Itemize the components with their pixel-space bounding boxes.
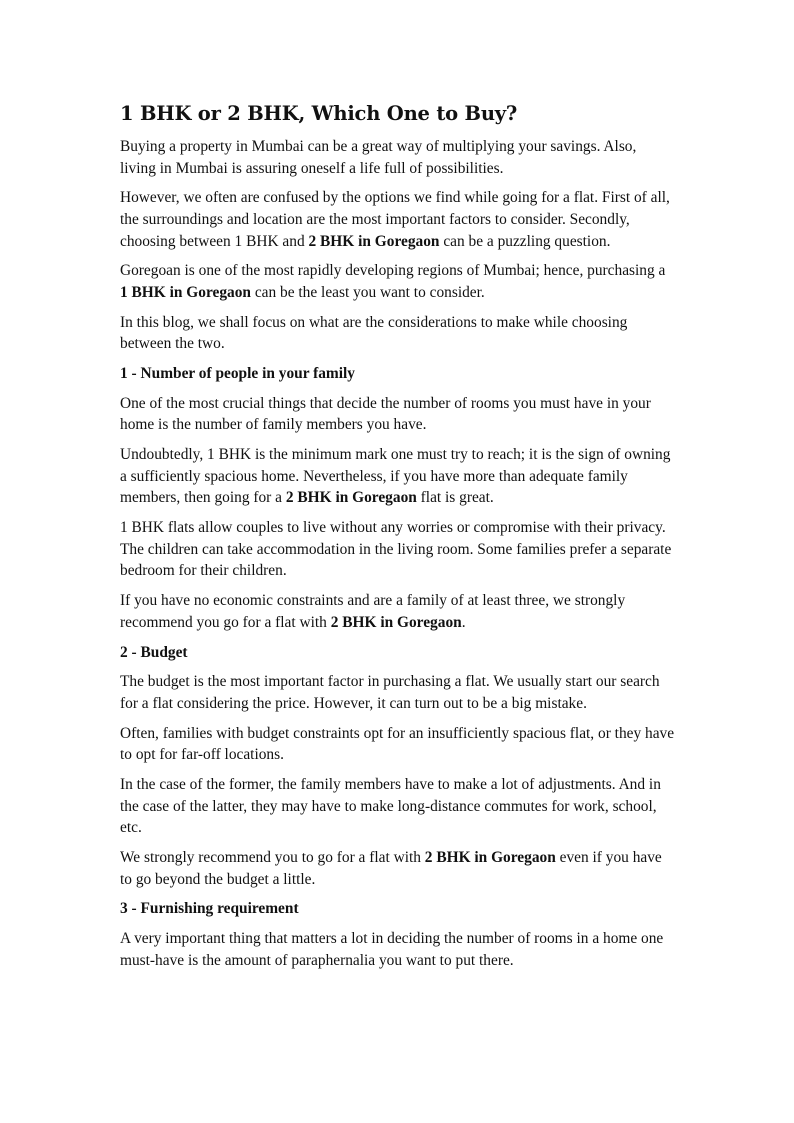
text: If you have no economic constraints and are a family of at least three, we strongly recommend you go for a flat with [120, 592, 626, 631]
paragraph-intro: Buying a property in Mumbai can be a great way of multiplying your savings. Also, living in Mumbai is assuring oneself a life full of possibilities. [120, 138, 637, 177]
paragraph-family-members: One of the most crucial things that decide the number of rooms you must have in your home is the number of family members you have. [120, 394, 651, 434]
text: flat is great. [416, 489, 494, 507]
paragraph-couples: 1 BHK flats allow couples to live without any worries or compromise with their privacy. The children can take accommodation in the living room. Some families prefer a separate bedroom for their children. [120, 519, 672, 580]
bold-keyword: 2 BHK in Goregaon [308, 232, 440, 250]
text: Undoubtedly, 1 BHK is the minimum mark one must try to reach; it is the sign of owning a sufficiently spacious home. Nevertheless, if you have more than adequate family members, then going for a [120, 446, 671, 507]
text: can be a puzzling question. [439, 232, 611, 250]
section-heading-furnishing: 3 - Furnishing requirement [120, 900, 299, 918]
text: Goregoan is one of the most rapidly developing regions of Mumbai; hence, purchasing a [120, 262, 666, 280]
bold-keyword: 2 BHK in Goregaon [285, 489, 417, 507]
paragraph-former-latter: In the case of the former, the family members have to make a lot of adjustments. And in the case of the latter, they may have to make long-distance commutes for work, school, etc. [120, 776, 661, 837]
text: can be the least you want to consider. [250, 283, 485, 301]
paragraph-recommend-family [120, 590, 676, 633]
text: However, we often are confused by the options we find while going for a flat. First of all, the surroundings and location are the most important factors to consider. Secondly, choosing between 1 BHK and [120, 189, 670, 250]
section-heading-family: 1 - Number of people in your family [120, 365, 355, 383]
document-page [120, 100, 676, 980]
paragraph-budget-factor: The budget is the most important factor in purchasing a flat. We usually start our search for a flat considering the price. However, it can turn out to be a big mistake. [120, 673, 660, 712]
bold-keyword: 2 BHK in Goregaon [330, 613, 462, 631]
paragraph-goregaon [120, 260, 676, 303]
text: . [461, 613, 466, 631]
paragraph-recommend-budget [120, 847, 676, 890]
text: We strongly recommend you to go for a flat with [120, 849, 425, 867]
paragraph-minimum-mark [120, 444, 676, 509]
bold-keyword: 1 BHK in Goregaon [120, 283, 251, 301]
paragraph-paraphernalia: A very important thing that matters a lot in deciding the number of rooms in a home one must-have is the amount of paraphernalia you want to put there. [120, 930, 664, 969]
section-heading-budget: 2 - Budget [120, 643, 188, 661]
paragraph-confusion [120, 187, 676, 252]
paragraph-blog-focus: In this blog, we shall focus on what are the considerations to make while choosing between the two. [120, 313, 628, 353]
page-title: 1 BHK or 2 BHK, Which One to Buy? [120, 102, 518, 125]
text: even if you have to go beyond the budget a little. [120, 849, 662, 888]
bold-keyword: 2 BHK in Goregaon [424, 849, 556, 867]
paragraph-budget-constraints: Often, families with budget constraints opt for an insufficiently spacious flat, or they have to opt for far-off locations. [120, 724, 675, 764]
